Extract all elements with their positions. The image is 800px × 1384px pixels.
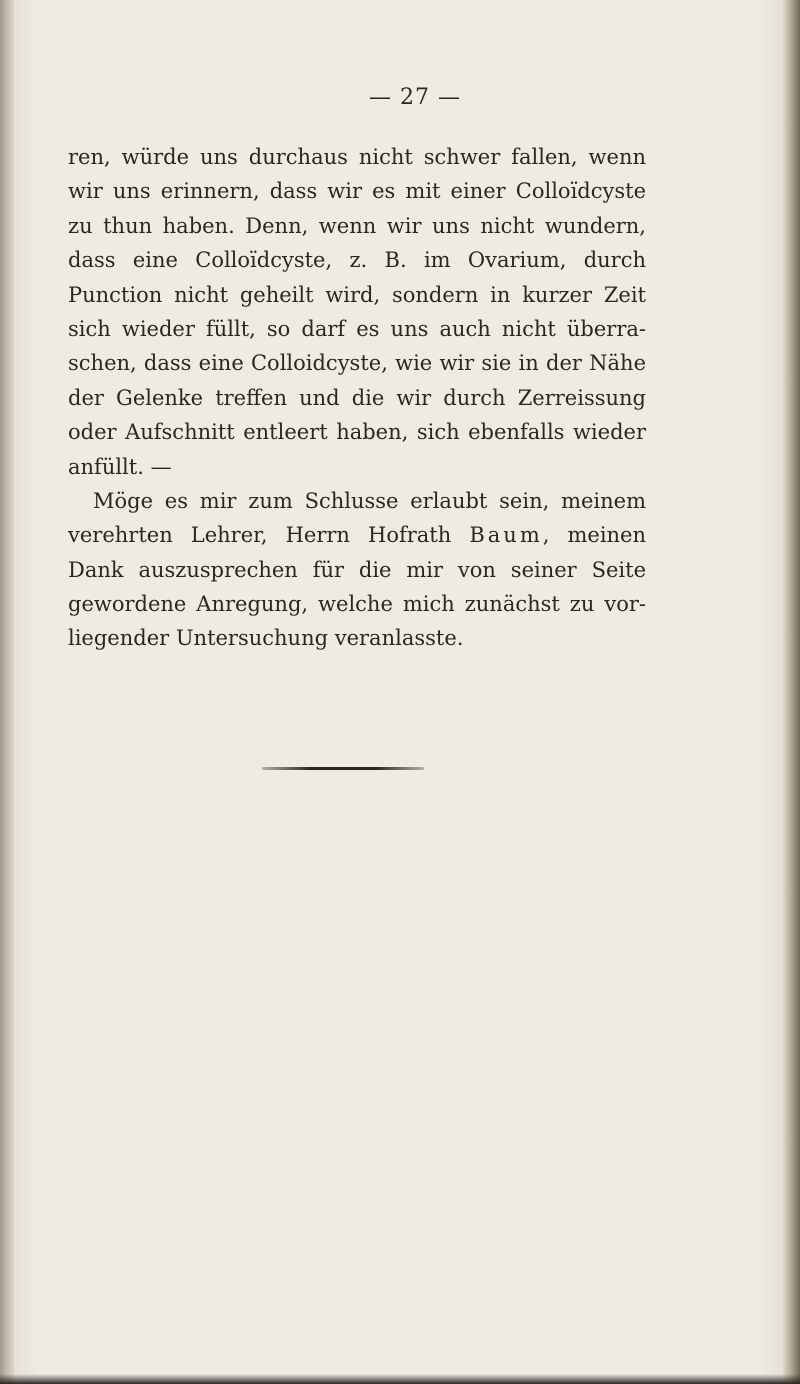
text-line-with-name bbox=[68, 518, 646, 552]
page-gutter-shadow bbox=[0, 0, 14, 1384]
text-line: Dank auszusprechen für die mir von seiner Seite bbox=[68, 557, 646, 582]
text-line: dass eine Colloïdcyste, z. B. im Ovarium, durch bbox=[68, 248, 646, 273]
text-line: wir uns erinnern, dass wir es mit einer Colloïdcyste bbox=[68, 179, 646, 204]
text-line: gewordene Anregung, welche mich zunächst zu vor- bbox=[68, 592, 646, 617]
text-line: sich wieder füllt, so darf es uns auch nicht überra- bbox=[68, 316, 646, 341]
text-fragment: , meinen bbox=[542, 523, 647, 548]
body-text bbox=[68, 140, 646, 656]
text-line: oder Aufschnitt entleert haben, sich ebenfalls wieder bbox=[68, 420, 646, 445]
text-line: anfüllt. — bbox=[68, 454, 172, 479]
person-name: Baum bbox=[469, 523, 543, 548]
page-number: — 27 — bbox=[369, 85, 461, 110]
text-line: Punction nicht geheilt wird, sondern in kurzer Zeit bbox=[68, 282, 646, 307]
text-line: zu thun haben. Denn, wenn wir uns nicht wundern, bbox=[68, 213, 646, 238]
text-line: liegender Untersuchung veranlasste. bbox=[68, 626, 464, 651]
page-edge-shadow bbox=[782, 0, 800, 1384]
text-fragment: verehrten Lehrer, Herrn Hofrath bbox=[68, 523, 470, 548]
text-line: ren, würde uns durchaus nicht schwer fallen, wenn bbox=[68, 145, 646, 169]
closing-rule bbox=[262, 767, 424, 770]
text-line: Möge es mir zum Schlusse erlaubt sein, meinem bbox=[93, 488, 646, 513]
page-bottom-shadow bbox=[0, 1374, 800, 1384]
text-line: der Gelenke treffen und die wir durch Zerreissung bbox=[68, 385, 646, 410]
text-line: schen, dass eine Colloidcyste, wie wir sie in der Nähe bbox=[68, 351, 646, 376]
